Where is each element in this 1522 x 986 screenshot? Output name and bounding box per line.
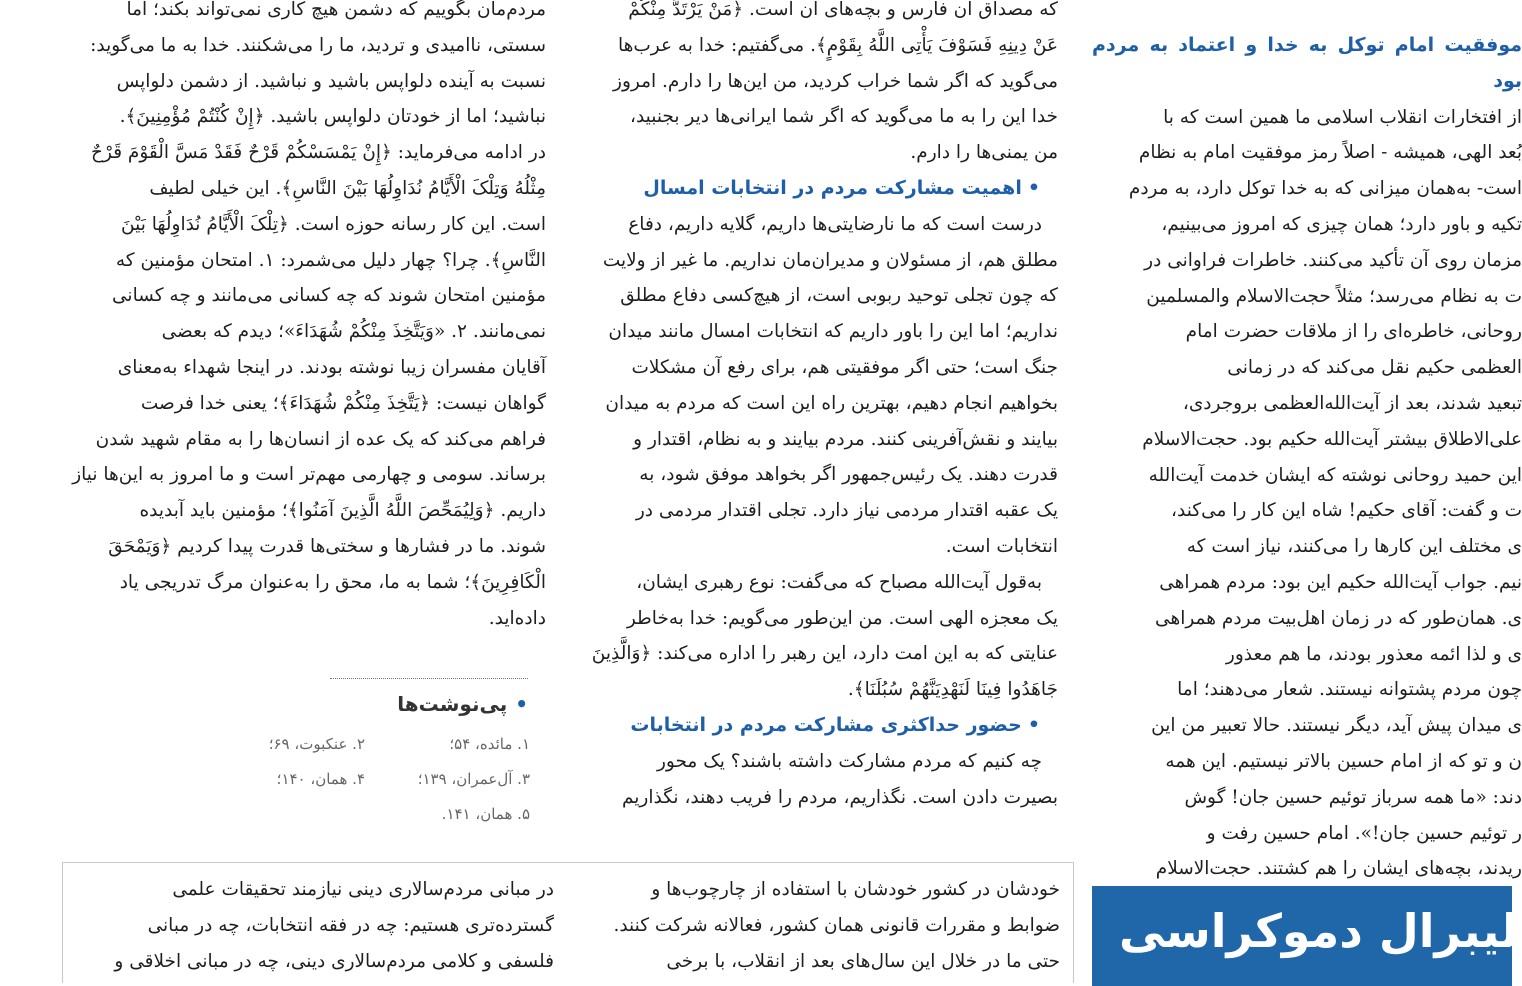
text-line: به‌قول آیت‌الله مصباح که می‌گفت: نوع رهبری ایشان،	[636, 571, 1042, 593]
text-line: ی و لذا ائمه معذور بودند، ما هم معذور	[1225, 643, 1522, 665]
text-line: نسبت به آینده دلواپس باشید و نباشید. از دشمن دلواپس	[116, 70, 546, 92]
footnote-item: ۵. همان، ۱۴۱.	[441, 805, 530, 823]
section-heading: موفقیت امام توکل به خدا و اعتماد به مردم بود	[1092, 34, 1522, 92]
section-heading	[580, 171, 1058, 207]
text-line: چه کنیم که مردم مشارکت داشته باشند؟ یک محور	[656, 750, 1042, 772]
text-line: یک معجزه الهی است. من این‌طور می‌گویم: خدا به‌خاطر	[626, 607, 1058, 629]
text-line: عنایتی که به این امت دارد، این رهبر را اداره می‌کند: ﴿وَالَّذِینَ	[591, 643, 1058, 665]
section-heading-text: اهمیت مشارکت مردم در انتخابات امسال	[643, 176, 1022, 199]
left-column	[66, 0, 546, 636]
footnote-divider	[330, 678, 528, 679]
text-line: است. این کار رسانه حوزه است. ﴿تِلْکَ الْأَیَّامُ نُدَاوِلُهَا بَیْنَ	[121, 213, 546, 235]
text-line: جنگ است؛ حتی اگر موفقیتی هم، برای رفع آن مشکلات	[631, 356, 1058, 378]
text-line: تکیه و باور دارد؛ همان چیزی که امروز می‌بینیم،	[1161, 213, 1522, 235]
text-line: حتی ما در خلال این سال‌های بعد از انقلاب، با برخی	[666, 950, 1060, 972]
text-line: خدا این را به ما می‌گوید که اگر شما ایرانی‌ها دیر بجنبید،	[629, 106, 1058, 128]
text-line: است- به‌همان میزانی که به خدا توکل دارد، به مردم	[1128, 178, 1522, 200]
section-heading-text: حضور حداکثری مشارکت مردم در انتخابات	[630, 713, 1022, 736]
text-line: ی مختلف این کارها را می‌کنند، نیاز است که	[1186, 536, 1522, 558]
text-line: آقایان مفسران زیبا نوشته بودند. در اینجا شهداء به‌معنای	[117, 356, 546, 378]
middle-column	[580, 0, 1058, 815]
right-column	[1092, 0, 1522, 887]
text-line: ‌العظمی حکیم نقل می‌کند که در زمانی	[1227, 357, 1522, 379]
text-line: تبعید شدند، بعد از آیت‌الله‌العظمی بروجردی،	[1182, 392, 1522, 414]
text-line: گواهان نیست: ﴿یَتَّخِذَ مِنْکُمْ شُهَدَاءَ﴾؛ یعنی خدا فرصت	[140, 392, 546, 414]
text-line: ی میدان پیش آید، دیگر نیستند. حالا تعبیر من این	[1151, 715, 1522, 737]
text-line: روحانی، خاطره‌ای را از ملاقات حضرت امام	[1185, 321, 1522, 343]
text-line: ر توئیم حسین جان!». امام حسین رفت و	[1206, 822, 1522, 844]
bullet-icon: •	[1027, 176, 1040, 199]
text-line: مردم‌مان بگوییم که دشمن هیچ کاری نمی‌تواند بکند؛ اما	[126, 0, 546, 20]
text-line: چون مردم پشتوانه نیستند. شعار می‌دهند؛ اما	[1177, 679, 1522, 701]
text-line: قدرت دهند. یک رئیس‌جمهور اگر بخواهد موفق شود، به	[639, 464, 1058, 486]
bullet-icon: •	[515, 692, 528, 716]
footnote-item: ۴. همان، ۱۴۰؛	[276, 770, 365, 788]
footnotes-list	[240, 730, 530, 828]
footnote-item: ۲. عنکبوت، ۶۹؛	[268, 735, 365, 753]
text-line: ن و تو که از امام حسین بالاتر نیستیم. این همه	[1165, 750, 1522, 772]
text-line: ضوابط و مقررات قانونی همان کشور، فعالانه شرکت کنند.	[613, 914, 1060, 936]
bullet-icon: •	[1027, 713, 1040, 736]
section-heading	[580, 708, 1058, 744]
text-line: نباشید؛ اما از خودتان دلواپس باشید. ﴿إِنْ کُنْتُمْ مُؤْمِنِینَ﴾.	[119, 106, 546, 128]
footnotes-title	[397, 692, 528, 716]
footnotes-title-text: پی‌نوشت‌ها	[397, 692, 508, 716]
banner-title: لیبرال دموکراسی	[1119, 904, 1518, 958]
bottom-left-column	[80, 872, 554, 979]
footnote-item: ۱. مائده، ۵۴؛	[449, 735, 530, 753]
text-line: داده‌اید.	[488, 607, 546, 629]
text-line: ت و گفت: آقای حکیم! شاه این کار را می‌کند،	[1171, 500, 1522, 522]
text-line: بُعد الهی، همیشه - اصلاً رمز موفقیت امام به نظام	[1138, 142, 1522, 164]
text-line: داریم. ﴿وَلِیُمَحِّصَ اللَّهُ الَّذِینَ آمَنُوا﴾؛ مؤمنین باید آبدیده	[139, 500, 546, 522]
text-line: نمی‌مانند. ۲. «وَیَتَّخِذَ مِنْکُمْ شُهَدَاءَ»؛ دیدم که بعضی	[161, 321, 546, 343]
text-line: جَاهَدُوا فِینَا لَنَهْدِیَنَّهُمْ سُبُلَنَا﴾.	[847, 679, 1058, 701]
text-line: مؤمنین امتحان شوند که چه کسانی می‌مانند و چه کسانی	[112, 285, 546, 307]
text-line: نیم. جواب آیت‌الله حکیم این بود: مردم همراهی	[1159, 571, 1522, 593]
text-line: علی‌الاطلاق بیشتر آیت‌الله حکیم بود. حجت‌الاسلام	[1142, 428, 1522, 450]
footnote-item: ۳. آل‌عمران، ۱۳۹؛	[417, 770, 530, 788]
text-line: مطلق هم، از مسئولان و مدیران‌مان نداریم. ما غیر از ولایت	[602, 249, 1058, 271]
text-line: بیایند و نقش‌آفرینی کنند. مردم بیایند و به نظام، اقتدار و	[633, 428, 1058, 450]
text-line: عَنْ دِینِهِ فَسَوْفَ یَأْتِی اللَّهُ بِقَوْمٍ﴾. می‌گفتیم: خدا به عرب‌ها	[617, 34, 1058, 56]
text-line: من یمنی‌ها را دارم.	[910, 142, 1058, 164]
text-line: بخواهیم انجام دهیم، بهترین راه این است که مردم به میدان	[605, 392, 1058, 414]
text-line: انتخابات است.	[945, 535, 1058, 557]
text-line: دند: «ما همه سرباز توئیم حسین جان! گوش	[1184, 786, 1522, 808]
text-line: الْکَافِرِینَ﴾؛ شما به ما، محق را به‌عنوان مرگ تدریجی یاد	[119, 571, 546, 593]
text-line: النَّاسِ﴾. چرا؟ چهار دلیل می‌شمرد: ۱. امتحان مؤمنین که	[115, 249, 546, 271]
text-line: سستی، ناامیدی و تردید، ما را می‌شکنند. خدا به ما می‌گوید:	[90, 34, 546, 56]
text-line: شوند. ما در فشارها و سختی‌ها قدرت پیدا کردیم ﴿وَیَمْحَقَ	[108, 535, 546, 557]
text-line: در مبانی مردم‌سالاری دینی نیازمند تحقیقات علمی	[172, 879, 554, 900]
text-line: مِثْلُهُ وَتِلْکَ الْأَیَّامُ نُدَاوِلُهَا بَیْنَ النَّاسِ﴾. این خیلی لطیف	[149, 177, 546, 199]
text-line: ی. همان‌طور که در زمان اهل‌بیت مردم همراهی	[1155, 607, 1522, 629]
text-line: از افتخارات انقلاب اسلامی ما همین است که با	[1163, 106, 1522, 128]
text-line: فراهم می‌کند که یک عده از انسان‌ها را به مقام شهید شدن	[95, 428, 546, 450]
text-line: در ادامه می‌فرماید: ﴿إِنْ یَمْسَسْکُمْ قَرْحٌ فَقَدْ مَسَّ الْقَوْمَ قَرْحٌ	[91, 142, 546, 164]
text-line: بصیرت دادن است. نگذاریم، مردم را فریب دهند، نگذاریم	[621, 786, 1058, 808]
text-line: که چون تجلی توحید ربوبی است، از هیچ‌کسی دفاع مطلق	[620, 285, 1058, 307]
text-line: نداریم؛ اما این را باور داریم که انتخابات امسال مانند میدان	[608, 321, 1058, 343]
text-line: فلسفی و کلامی مردم‌سالاری دینی، چه در مبانی اخلاقی و	[114, 950, 554, 972]
text-line: گسترده‌تری هستیم: چه در فقه انتخابات، چه در مبانی	[147, 914, 554, 936]
text-line: برساند. سومی و چهارمی مهم‌تر است و ما امروز به این‌ها نیاز	[72, 464, 546, 486]
text-line: این حمید روحانی نوشته که ایشان خدمت آیت‌الله	[1148, 464, 1522, 486]
text-line: مزمان روی آن تأکید می‌کنند. خاطرات فراوانی در	[1144, 249, 1522, 271]
text-line: خودشان در کشور خودشان با استفاده از چارچوب‌ها و	[651, 879, 1060, 900]
text-line: درست است که ما نارضایتی‌ها داریم، گلایه داریم، دفاع	[628, 213, 1042, 235]
text-line: که مصداق آن فارس و بچه‌های آن است. ﴿مَنْ یَرْتَدَّ مِنْکُمْ	[628, 0, 1058, 20]
bottom-middle-column	[590, 872, 1060, 979]
text-line: ریدند، بچه‌های ایشان را هم کشتند. حجت‌الاسلام	[1155, 858, 1522, 880]
article-title-banner	[1092, 886, 1518, 986]
text-line: می‌گوید که اگر شما خراب کردید، من این‌ها را دارم. امروز	[613, 70, 1058, 92]
text-line: ت به نظام می‌رسد؛ مثلاً حجت‌الاسلام والمسلمین	[1146, 285, 1522, 307]
text-line: یک عقبه اقتدار مردمی نیاز دارد. تجلی اقتدار مردمی در	[635, 500, 1058, 522]
